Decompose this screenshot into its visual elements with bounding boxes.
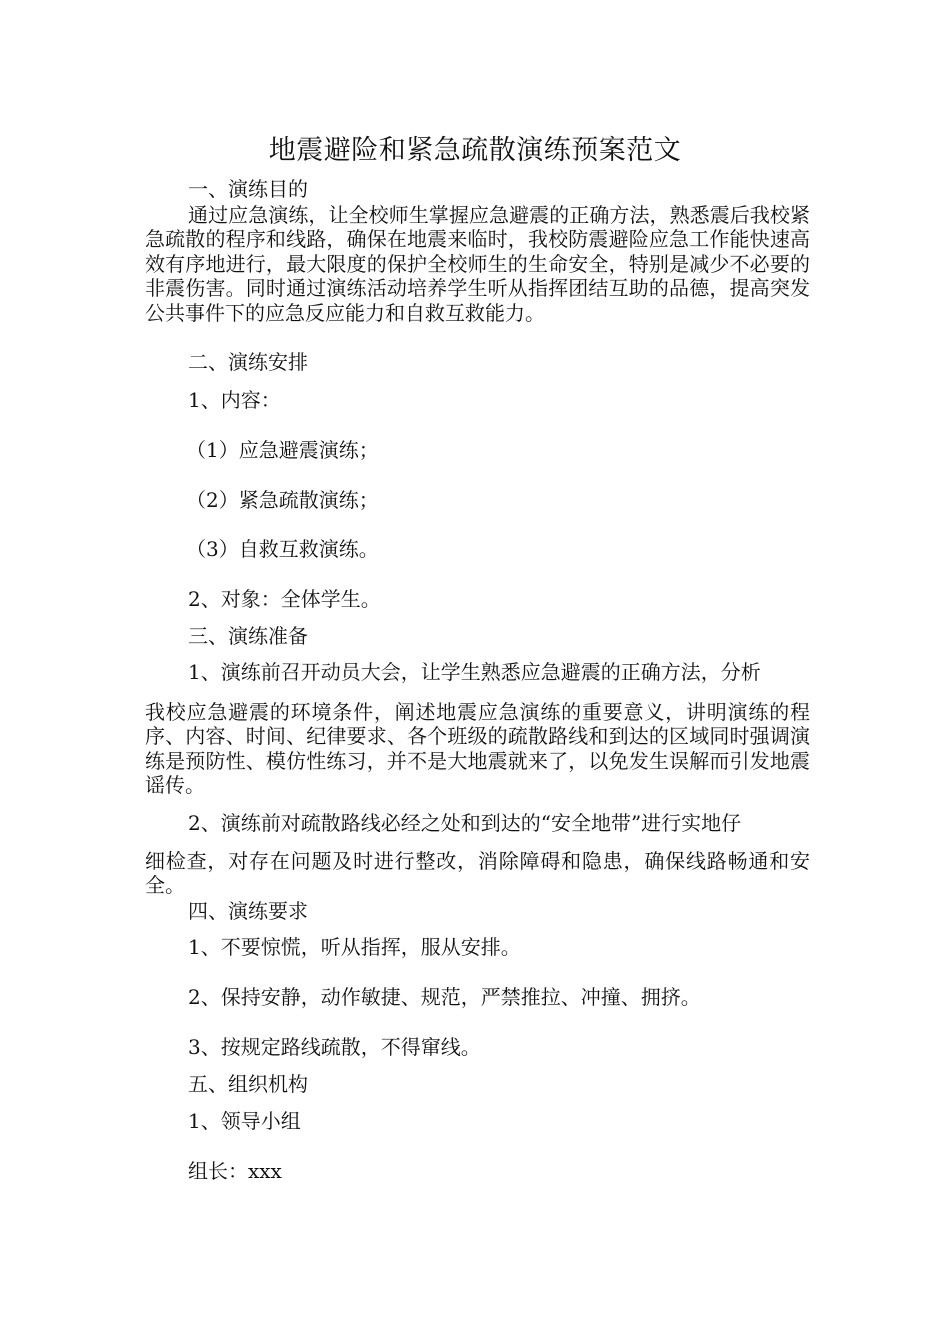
arrangement-item-2: （2）紧急疏散演练； xyxy=(186,488,379,512)
requirement-item-3: 3、按规定路线疏散，不得窜线。 xyxy=(188,1035,481,1059)
section-heading-arrangement: 二、演练安排 xyxy=(188,350,308,374)
arrangement-target: 2、对象：全体学生。 xyxy=(188,587,381,611)
purpose-paragraph: 通过应急演练，让全校师生掌握应急避震的正确方法，熟悉震后我校紧急疏散的程序和线路，确保在地震来临时，我校防震避险应急工作能快速高效有序地进行，最大限度的保护全校师生的生命安全，特别是减少不必要的非震伤害。同时通过演练活动培养学生听从指挥团结互助的品德，提高突发公共事件下的应急反应能力和自救互救能力。 xyxy=(145,203,810,325)
preparation-item-1-first-line: 1、演练前召开动员大会，让学生熟悉应急避震的正确方法，分析 xyxy=(188,660,761,684)
preparation-item-2-rest: 细检查，对存在问题及时进行整改，消除障碍和隐患，确保线路畅通和安全。 xyxy=(145,849,810,898)
requirement-item-2: 2、保持安静，动作敏捷、规范，严禁推拉、冲撞、拥挤。 xyxy=(188,985,701,1009)
preparation-item-1-rest: 我校应急避震的环境条件，阐述地震应急演练的重要意义，讲明演练的程序、内容、时间、纪律要求、各个班级的疏散路线和到达的区域同时强调演练是预防性、模仿性练习，并不是大地震就来了，以免发生误解而引发地震谣传。 xyxy=(145,700,810,798)
preparation-item-2-first-line: 2、演练前对疏散路线必经之处和到达的“安全地带”进行实地仔 xyxy=(188,811,742,835)
requirement-item-1: 1、不要惊慌，听从指挥，服从安排。 xyxy=(188,935,521,959)
section-heading-preparation: 三、演练准备 xyxy=(188,624,308,648)
organization-leadership-group: 1、领导小组 xyxy=(188,1109,301,1133)
document-title: 地震避险和紧急疏散演练预案范文 xyxy=(268,135,682,166)
section-heading-organization: 五、组织机构 xyxy=(188,1072,308,1096)
section-heading-purpose: 一、演练目的 xyxy=(188,177,308,201)
section-heading-requirements: 四、演练要求 xyxy=(188,899,308,923)
content-label: 1、内容： xyxy=(188,388,281,412)
organization-leader: 组长：xxx xyxy=(188,1159,282,1183)
arrangement-item-3: （3）自救互救演练。 xyxy=(186,537,379,561)
arrangement-item-1: （1）应急避震演练； xyxy=(186,438,379,462)
